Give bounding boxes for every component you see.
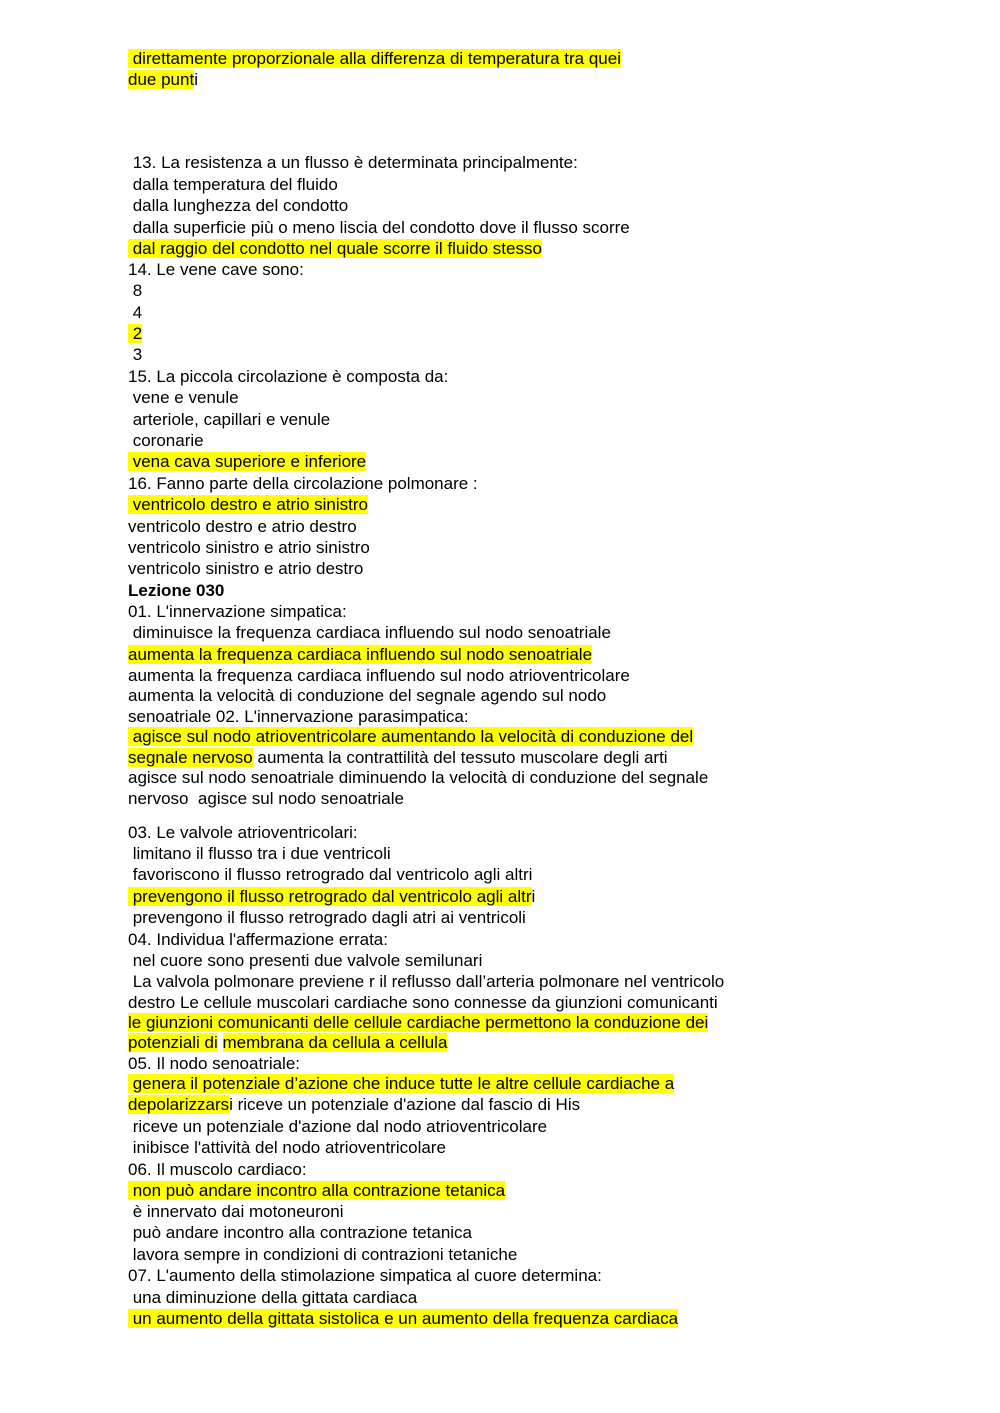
- text-line: [128, 1201, 343, 1222]
- highlighted-text: 2: [128, 324, 143, 343]
- text-line: [128, 1287, 417, 1308]
- text-segment: 4: [128, 303, 143, 322]
- text-segment: 04. Individua l'affermazione errata:: [128, 930, 388, 949]
- highlighted-text: membrana da cellula a cellula: [222, 1033, 448, 1052]
- text-line: [128, 280, 142, 301]
- text-line: [128, 259, 304, 280]
- text-line: [128, 537, 370, 558]
- text-segment: aumenta la contrattilità del tessuto muscolare degli arti: [252, 748, 668, 767]
- text-line: [128, 822, 358, 843]
- text-line: [128, 907, 526, 928]
- text-line: [128, 152, 578, 173]
- text-segment: 13. La resistenza a un flusso è determinata principalmente:: [128, 153, 578, 172]
- highlighted-text: dal raggio del condotto nel quale scorre il fluido stesso: [128, 239, 542, 258]
- text-line: [128, 1308, 678, 1329]
- text-line: [128, 706, 469, 727]
- highlighted-text: non può andare incontro alla contrazione tetanica: [128, 1181, 506, 1200]
- text-segment: lavora sempre in condizioni di contrazioni tetaniche: [128, 1245, 518, 1264]
- text-segment: 3: [128, 345, 143, 364]
- text-line: [128, 430, 204, 451]
- text-line: [128, 1094, 580, 1115]
- text-line: [128, 622, 611, 643]
- text-segment: i: [194, 70, 198, 89]
- text-line: [128, 217, 630, 238]
- text-line: [128, 409, 330, 430]
- highlighted-text: potenziali di: [128, 1033, 218, 1052]
- text-segment: nervoso agisce sul nodo senoatriale: [128, 789, 404, 808]
- text-line: [128, 558, 363, 579]
- text-line: [128, 238, 542, 259]
- highlighted-text: due punt: [128, 70, 195, 89]
- highlighted-text: segnale nervoso: [128, 748, 253, 767]
- text-line: [128, 451, 366, 472]
- highlighted-text: vena cava superiore e inferiore: [128, 452, 367, 471]
- text-line: [128, 473, 478, 494]
- highlighted-text: depolarizzars: [128, 1095, 230, 1114]
- text-segment: 01. L'innervazione simpatica:: [128, 602, 347, 621]
- text-line: [128, 864, 532, 885]
- text-line: [128, 387, 239, 408]
- text-line: [128, 1032, 447, 1053]
- highlighted-text: direttamente proporzionale alla differenza di temperatura tra quei: [128, 49, 621, 68]
- text-segment: 05. Il nodo senoatriale:: [128, 1054, 301, 1073]
- highlighted-text: prevengono il flusso retrogrado dal ventricolo agli altr: [128, 887, 532, 906]
- text-line: [128, 747, 668, 768]
- text-segment: coronarie: [128, 431, 204, 450]
- text-segment: agisce sul nodo senoatriale diminuendo la velocità di conduzione del segnale: [128, 768, 709, 787]
- text-segment: 07. L'aumento della stimolazione simpatica al cuore determina:: [128, 1266, 602, 1285]
- text-segment: prevengono il flusso retrogrado dagli atri ai ventricoli: [128, 908, 526, 927]
- text-line: [128, 494, 368, 515]
- text-segment: nel cuore sono presenti due valvole semilunari: [128, 951, 483, 970]
- text-segment: dalla temperatura del fluido: [128, 175, 338, 194]
- text-segment: una diminuzione della gittata cardiaca: [128, 1288, 418, 1307]
- text-segment: i: [531, 887, 536, 906]
- text-line: [128, 1159, 307, 1180]
- text-segment: 06. Il muscolo cardiaco:: [128, 1160, 307, 1179]
- highlighted-text: agisce sul nodo atrioventricolare aumentando la velocità di conduzione del: [128, 727, 694, 746]
- text-line: [128, 1053, 300, 1074]
- text-segment: [218, 1033, 223, 1052]
- text-line: [128, 1012, 708, 1033]
- text-segment: 8: [128, 281, 143, 300]
- text-segment: aumenta la frequenza cardiaca influendo sul nodo atrioventricolare: [128, 666, 630, 685]
- text-segment: limitano il flusso tra i due ventricoli: [128, 844, 391, 863]
- text-segment: è innervato dai motoneuroni: [128, 1202, 344, 1221]
- highlighted-text: un aumento della gittata sistolica e un aumento della frequenza cardiaca: [128, 1309, 679, 1328]
- highlighted-text: genera il potenziale d’azione che induce tutte le altre cellule cardiache a: [128, 1074, 675, 1093]
- text-line: [128, 69, 198, 90]
- text-segment: La valvola polmonare previene r il reflusso dall’arteria polmonare nel ventricolo: [128, 972, 725, 991]
- text-line: [128, 788, 404, 809]
- text-line: [128, 366, 448, 387]
- text-line: [128, 344, 142, 365]
- text-line: [128, 992, 718, 1013]
- text-line: [128, 580, 224, 601]
- text-line: [128, 1222, 472, 1243]
- text-line: [128, 886, 535, 907]
- text-line: [128, 1180, 505, 1201]
- text-line: [128, 174, 338, 195]
- text-line: [128, 1265, 602, 1286]
- text-line: [128, 767, 708, 788]
- text-line: [128, 1244, 517, 1265]
- text-segment: riceve un potenziale d'azione dal nodo atrioventricolare: [128, 1117, 548, 1136]
- text-segment: inibisce l'attività del nodo atrioventricolare: [128, 1138, 446, 1157]
- text-line: [128, 950, 482, 971]
- text-line: [128, 48, 621, 69]
- text-segment: arteriole, capillari e venule: [128, 410, 331, 429]
- text-segment: senoatriale 02. L'innervazione parasimpatica:: [128, 707, 469, 726]
- text-line: [128, 516, 357, 537]
- text-segment: 14. Le vene cave sono:: [128, 260, 304, 279]
- text-segment: vene e venule: [128, 388, 239, 407]
- highlighted-text: aumenta la frequenza cardiaca influendo sul nodo senoatriale: [128, 645, 593, 664]
- text-segment: ventricolo destro e atrio destro: [128, 517, 357, 536]
- text-line: [128, 601, 347, 622]
- text-segment: 15. La piccola circolazione è composta da:: [128, 367, 449, 386]
- highlighted-text: ventricolo destro e atrio sinistro: [128, 495, 368, 514]
- text-line: [128, 302, 142, 323]
- text-line: [128, 323, 142, 344]
- text-segment: può andare incontro alla contrazione tetanica: [128, 1223, 473, 1242]
- text-segment: ventricolo sinistro e atrio destro: [128, 559, 364, 578]
- text-line: [128, 1073, 674, 1094]
- text-segment: ventricolo sinistro e atrio sinistro: [128, 538, 370, 557]
- text-line: [128, 1116, 547, 1137]
- text-segment: dalla lunghezza del condotto: [128, 196, 349, 215]
- text-segment: destro Le cellule muscolari cardiache sono connesse da giunzioni comunicanti: [128, 993, 718, 1012]
- text-segment: dalla superficie più o meno liscia del condotto dove il flusso scorre: [128, 218, 630, 237]
- text-line: [128, 726, 693, 747]
- text-line: [128, 1137, 446, 1158]
- text-line: [128, 685, 606, 706]
- text-line: [128, 665, 630, 686]
- text-line: [128, 843, 391, 864]
- text-segment: favoriscono il flusso retrogrado dal ventricolo agli altri: [128, 865, 533, 884]
- text-segment: aumenta la velocità di conduzione del segnale agendo sul nodo: [128, 686, 607, 705]
- text-line: [128, 929, 388, 950]
- text-line: [128, 644, 592, 665]
- text-segment: diminuisce la frequenza cardiaca influendo sul nodo senoatriale: [128, 623, 611, 642]
- text-line: [128, 971, 724, 992]
- text-segment: 16. Fanno parte della circolazione polmonare :: [128, 474, 478, 493]
- highlighted-text: le giunzioni comunicanti delle cellule cardiache permettono la conduzione dei: [128, 1013, 709, 1032]
- section-heading: Lezione 030: [128, 581, 225, 600]
- text-line: [128, 195, 348, 216]
- text-segment: 03. Le valvole atrioventricolari:: [128, 823, 358, 842]
- text-segment: i riceve un potenziale d'azione dal fascio di His: [229, 1095, 581, 1114]
